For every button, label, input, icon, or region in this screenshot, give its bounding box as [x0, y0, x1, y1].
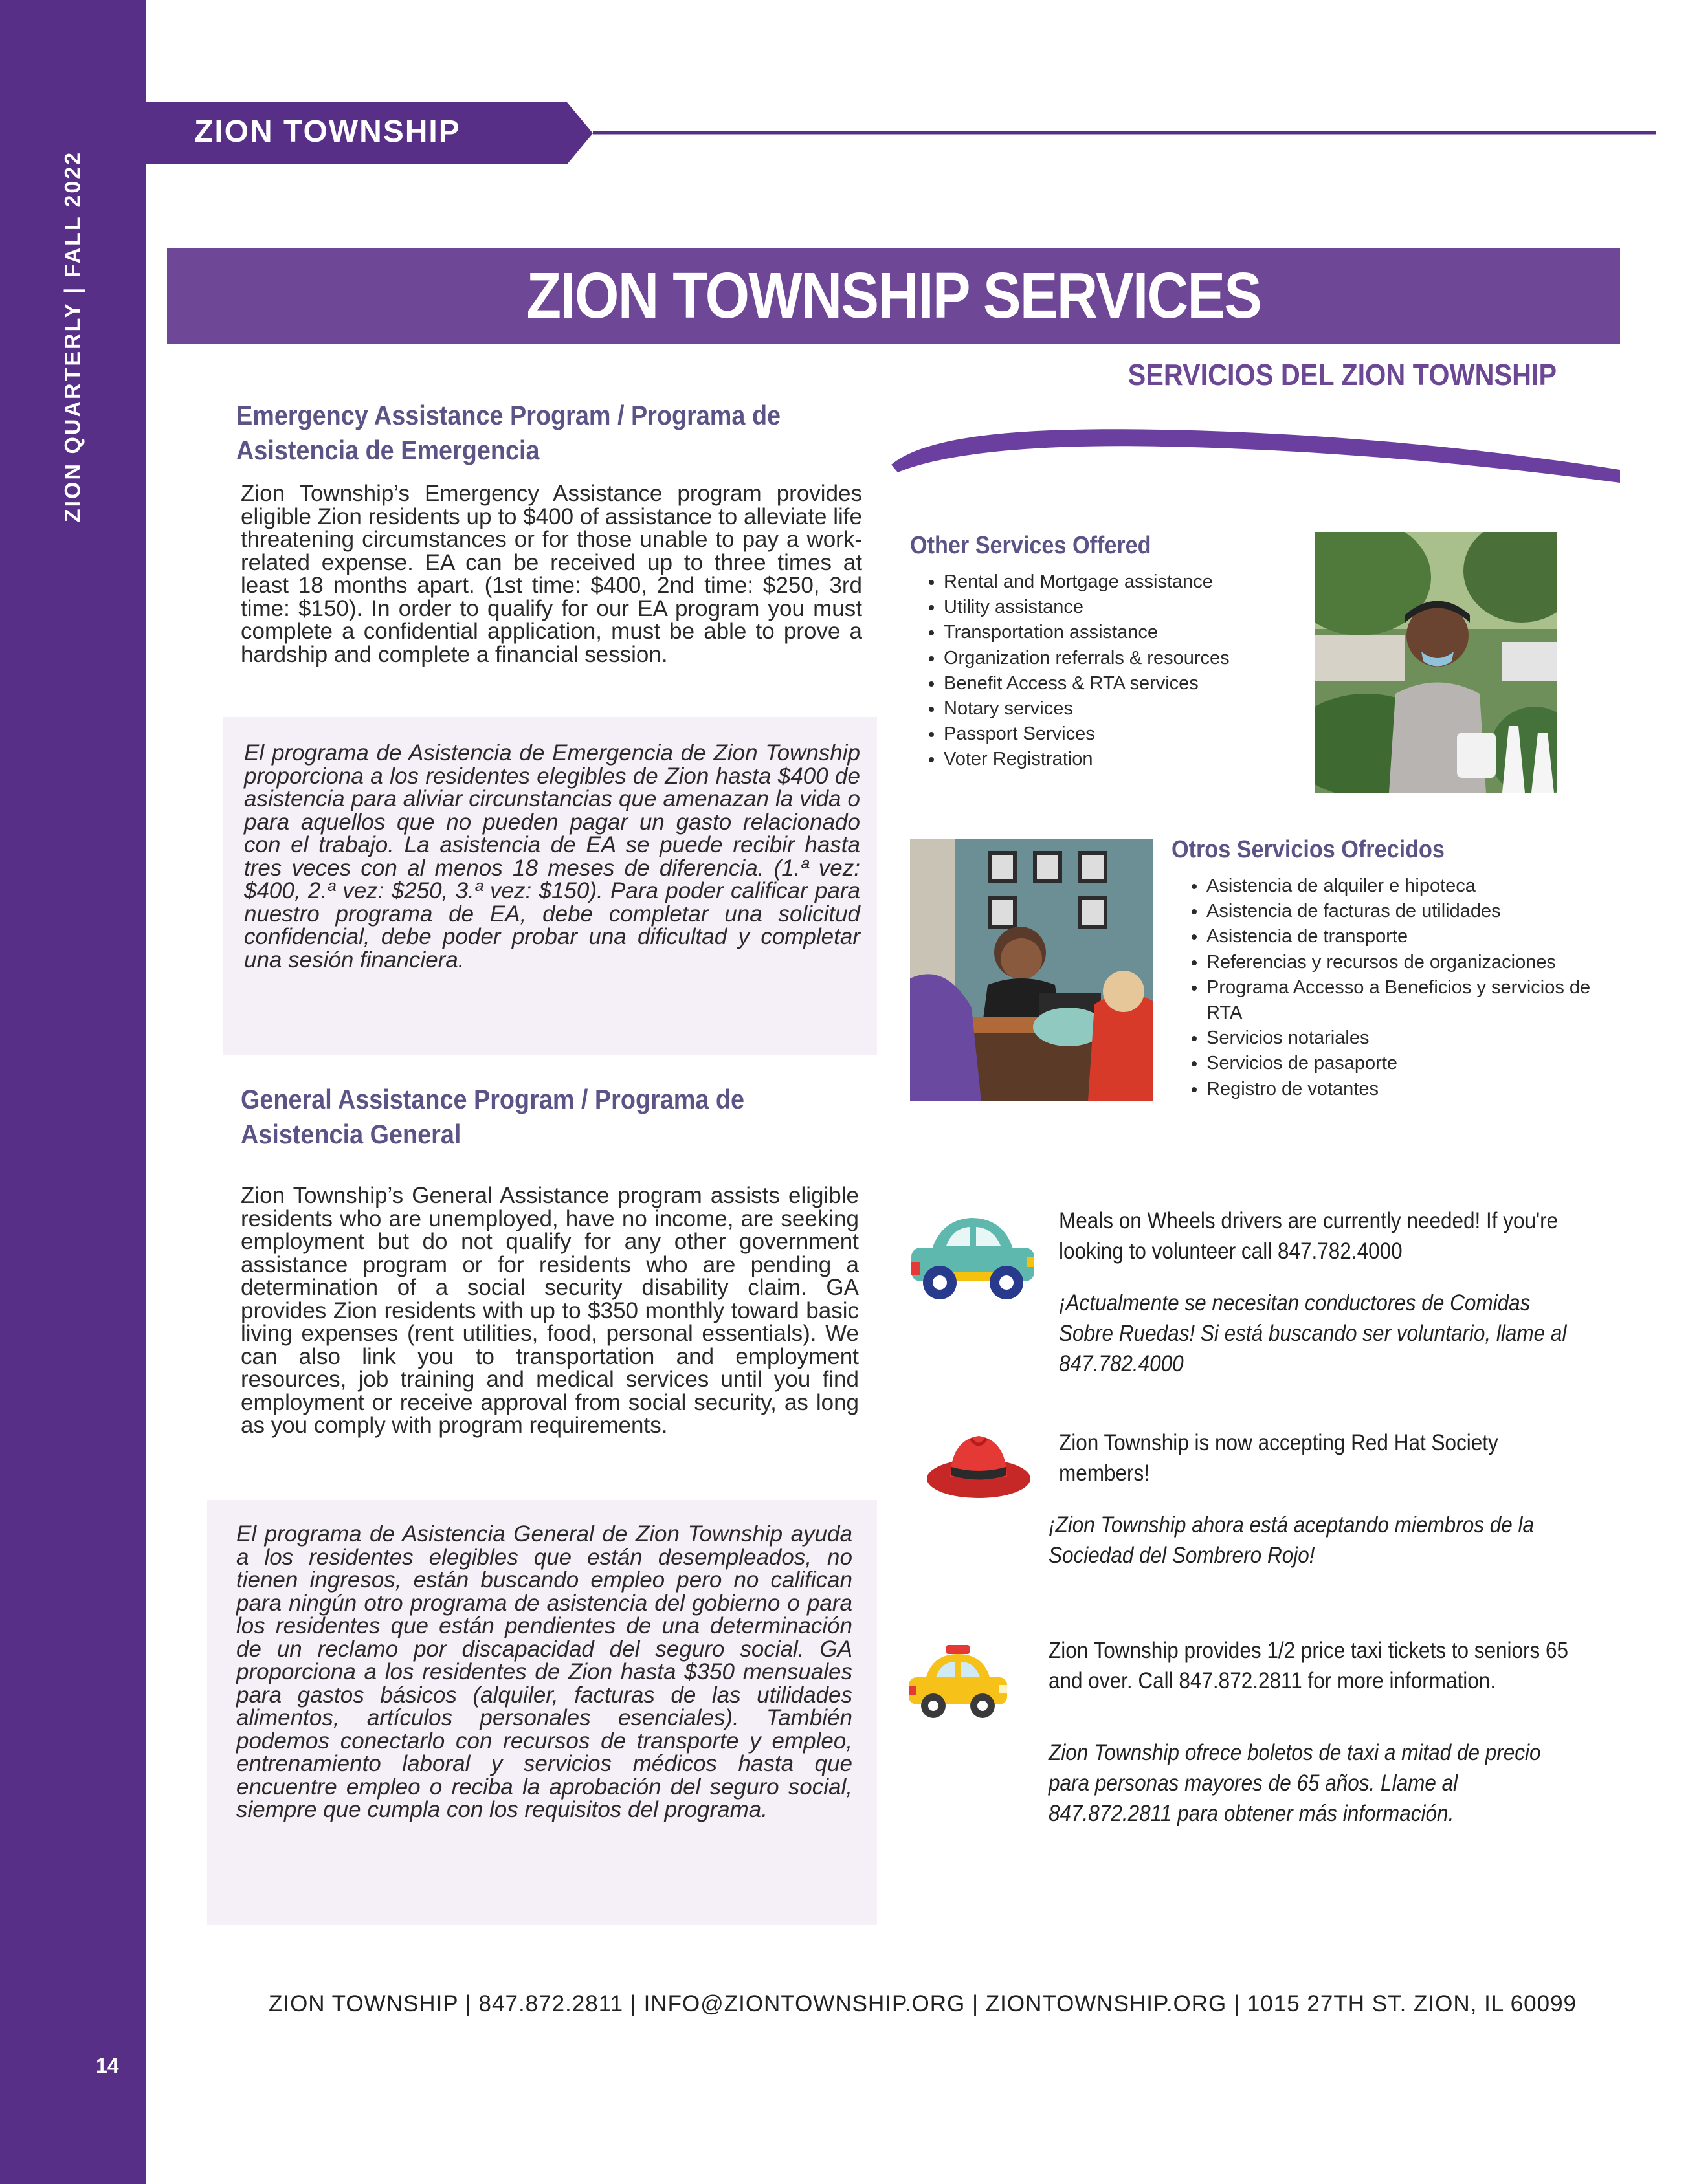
list-item: • Asistencia de transporte: [1206, 924, 1608, 949]
list-item: • Benefit Access & RTA services: [944, 671, 1345, 696]
taxi-icon: [906, 1644, 1010, 1721]
ea-body-spanish: El programa de Asistencia de Emergencia de Zion Township proporciona a los residentes elegibles de Zion hasta $400 de asistencia para aliviar circunstancias que amenazan la vida o para aquellos que no pueden pagar un gasto relacionado con el trabajo. La asistencia de EA se puede recibir hasta tres veces con al menos 18 meses de diferencia. (1.ª vez: $400, 2.ª vez: $250, 3.ª vez: $150). Para poder calificar para nuestro programa de EA, debe completar una solicitud confidencial, debe poder probar una dificultad y completar una sesión financiera.: [244, 740, 860, 973]
meals-on-wheels-en: Meals on Wheels drivers are currently needed! If you're looking to volunteer call 847.782.4000: [1059, 1208, 1559, 1264]
list-item: • Utility assistance: [944, 595, 1345, 620]
otros-servicios-list: [1173, 874, 1608, 1102]
car-icon: [906, 1210, 1039, 1301]
page-subtitle: SERVICIOS DEL ZION TOWNSHIP: [1127, 358, 1557, 392]
ga-body-english: Zion Township’s General Assistance program assists eligible residents who are unemployed, have no income, are seeking employment but do not qualify for any other government assistance program or for residents who are pending a determination of a social security disability claim. GA provides Zion residents with up to $350 monthly toward basic living expenses (rent utilities, food, personal essentials). We can also link you to transportation and employment resources, job training and medical services until you find employment or receive approval from social security, as long as you comply with program requirements.: [241, 1183, 859, 1438]
list-item: • Servicios de pasaporte: [1206, 1051, 1608, 1076]
red-hat-icon: [926, 1427, 1032, 1501]
list-item: • Rental and Mortgage assistance: [944, 569, 1345, 595]
list-item: • Registro de votantes: [1206, 1077, 1608, 1102]
list-item: • Organization referrals & resources: [944, 646, 1345, 671]
ea-heading: Emergency Assistance Program / Programa de Asistencia de Emergencia: [236, 400, 781, 465]
list-item: • Voter Registration: [944, 747, 1345, 772]
ea-body-english: Zion Township’s Emergency Assistance program provides eligible Zion residents up to $400 of assistance to alleviate life threatening circumstances or for those unable to pay a work-related expense. EA can be received up to three times at least 18 months apart. (1st time: $400, 2nd time: $250, 3rd time: $150). In order to qualify for our EA program you must complete a confidential application, must be able to prove a hardship and complete a financial session.: [241, 481, 862, 667]
page-number: 14: [96, 2054, 119, 2077]
volunteer-photo: [1315, 532, 1557, 793]
taxi-es: Zion Township ofrece boletos de taxi a mitad de precio para personas mayores de 65 años. Llame al 847.872.2811 para obtener más información.: [1049, 1740, 1541, 1826]
meals-on-wheels-es: ¡Actualmente se necesitan conductores de Comidas Sobre Ruedas! Si está buscando ser voluntario, llame al 847.782.4000: [1059, 1290, 1567, 1376]
list-item: • Asistencia de facturas de utilidades: [1206, 899, 1608, 924]
taxi-en: Zion Township provides 1/2 price taxi tickets to seniors 65 and over. Call 847.872.2811 for more information.: [1049, 1638, 1569, 1693]
list-item: • Asistencia de alquiler e hipoteca: [1206, 874, 1608, 899]
list-item: • Programa Accesso a Beneficios y servicios de RTA: [1206, 975, 1608, 1026]
footer-contact: ZION TOWNSHIP | 847.872.2811 | INFO@ZIONTOWNSHIP.ORG | ZIONTOWNSHIP.ORG | 1015 27TH ST. ZION, IL 60099: [268, 1991, 1577, 2016]
title-banner: [167, 248, 1620, 344]
ga-spanish-box: [207, 1500, 877, 1925]
swoosh-decoration: [890, 421, 1621, 492]
list-item: • Servicios notariales: [1206, 1026, 1608, 1051]
red-hat-en: Zion Township is now accepting Red Hat Society members!: [1059, 1430, 1498, 1486]
page-title: ZION TOWNSHIP SERVICES: [526, 259, 1261, 332]
office-photo: [910, 839, 1153, 1101]
list-item: • Referencias y recursos de organizaciones: [1206, 950, 1608, 975]
list-item: • Notary services: [944, 696, 1345, 722]
ea-spanish-box: [223, 717, 877, 1055]
other-services-title: Other Services Offered: [910, 532, 1151, 559]
sidebar-label: ZION QUARTERLY | FALL 2022: [60, 150, 85, 523]
red-hat-es: ¡Zion Township ahora está aceptando miembros de la Sociedad del Sombrero Rojo!: [1049, 1512, 1535, 1568]
list-item: • Passport Services: [944, 722, 1345, 747]
ga-heading: General Assistance Program / Programa de Asistencia General: [241, 1084, 745, 1149]
ga-body-spanish: El programa de Asistencia General de Zion Township ayuda a los residentes elegibles que están desempleados, no tienen ingresos, están buscando empleo pero no califican para ningún otro programa de asistencia del gobierno o para los residentes que están pendientes de una determinación de un reclamo por discapacidad del seguro social. GA proporciona a los residentes de Zion hasta $350 mensuales para gastos básicos (alquiler, facturas de las utilidades alimentos, artículos personales esenciales). También podemos conectarlo con recursos de transporte y empleo, entrenamiento laboral y servicios médicos hasta que encuentre empleo o reciba la aprobación del seguro social, siempre que cumpla con los requisitos del programa.: [236, 1521, 852, 1822]
otros-servicios-title: Otros Servicios Ofrecidos: [1172, 836, 1445, 863]
section-tab-label: ZION TOWNSHIP: [194, 115, 461, 149]
list-item: • Transportation assistance: [944, 620, 1345, 645]
other-services-list: [910, 569, 1345, 773]
